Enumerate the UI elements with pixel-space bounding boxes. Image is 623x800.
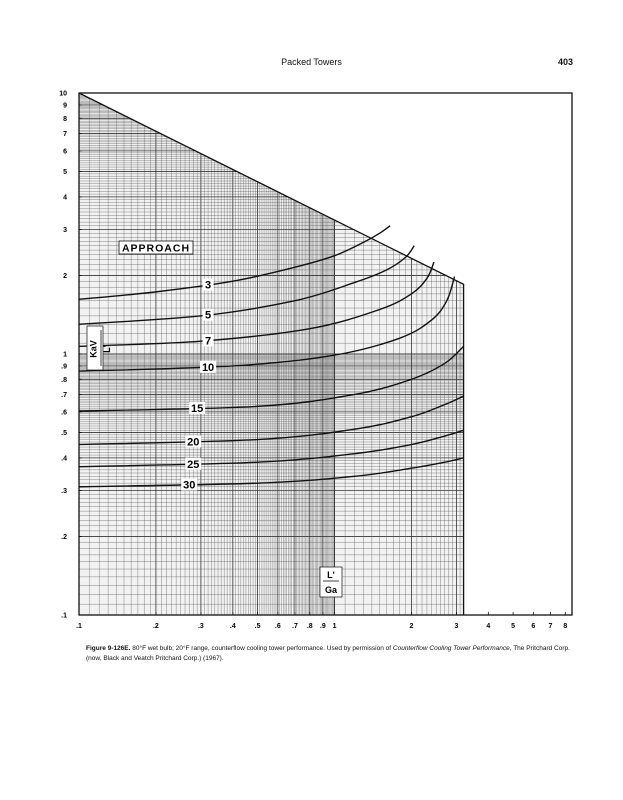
x-tick-label: 6	[531, 623, 536, 630]
y-tick-label: 10	[59, 90, 67, 98]
y-tick-label: 6	[63, 148, 67, 156]
x-tick-label: .5	[254, 623, 261, 630]
y-tick-label: 1	[63, 351, 67, 359]
y-tick-label: .8	[61, 376, 67, 384]
y-tick-label: 2	[63, 272, 67, 280]
x-tick-label: 8	[563, 623, 568, 630]
approach-label-15: 15	[191, 402, 204, 415]
x-tick-label: .8	[306, 623, 313, 630]
x-label-bottom: Ga	[324, 585, 338, 595]
approach-label-25: 25	[187, 458, 200, 471]
y-label-top: KaV	[88, 340, 99, 358]
x-tick-label: .9	[319, 623, 326, 630]
approach-label-10: 10	[201, 361, 215, 374]
y-tick-label: .6	[61, 409, 67, 417]
y-tick-label: .4	[61, 455, 67, 463]
approach-label-7: 7	[205, 335, 212, 348]
y-label-bottom: L'	[102, 345, 112, 353]
running-header-title: Packed Towers	[281, 57, 342, 67]
y-tick-label: .5	[61, 430, 67, 438]
x-tick-label: 4	[486, 623, 491, 630]
x-tick-label: 3	[454, 623, 459, 630]
y-tick-label: .1	[61, 612, 67, 620]
x-tick-label: .7	[292, 623, 298, 630]
grid-region	[79, 93, 464, 615]
y-tick-label: .9	[61, 363, 67, 371]
x-tick-label: .1	[76, 623, 82, 630]
approach-label-20: 20	[187, 436, 200, 449]
y-tick-label: 5	[63, 169, 67, 177]
page-number: 403	[558, 57, 574, 67]
x-tick-label: .3	[197, 623, 204, 630]
y-tick-label: 7	[63, 130, 67, 138]
x-tick-label: 2	[409, 623, 414, 630]
x-axis-label	[320, 567, 342, 597]
y-tick-label: .3	[61, 487, 67, 495]
x-tick-label: .6	[274, 623, 281, 630]
approach-label-30: 30	[183, 479, 196, 492]
y-tick-label: 9	[63, 102, 67, 110]
y-tick-label: .2	[61, 533, 67, 541]
approach-label-5: 5	[205, 309, 212, 322]
x-tick-label: 1	[332, 623, 337, 630]
caption-source-title: Counterflow Cooling Tower Performance	[392, 645, 510, 652]
x-tick-label: 5	[511, 623, 516, 630]
caption-text: 80°F wet bulb; 20°F range, counterflow cooling tower performance. Used by permission of	[132, 645, 392, 652]
y-tick-label: .7	[61, 391, 67, 399]
x-tick-label: .2	[152, 623, 159, 630]
y-tick-label: 3	[63, 226, 67, 234]
x-tick-label: .4	[229, 623, 236, 630]
figure-label: Figure 9-126E.	[86, 645, 131, 652]
caption-source-rest: , The Pritchard Corp. (now, Black and Veatch Pritchard Corp.) (1967).	[86, 645, 570, 662]
y-tick-label: 8	[63, 115, 67, 123]
x-tick-label: 7	[548, 623, 553, 630]
figure-caption	[86, 644, 576, 664]
legend-title: APPROACH	[121, 242, 191, 255]
y-tick-label: 4	[63, 194, 67, 202]
approach-label-3: 3	[205, 279, 212, 292]
legend-title-box	[119, 241, 193, 255]
x-label-top: L'	[327, 570, 335, 580]
